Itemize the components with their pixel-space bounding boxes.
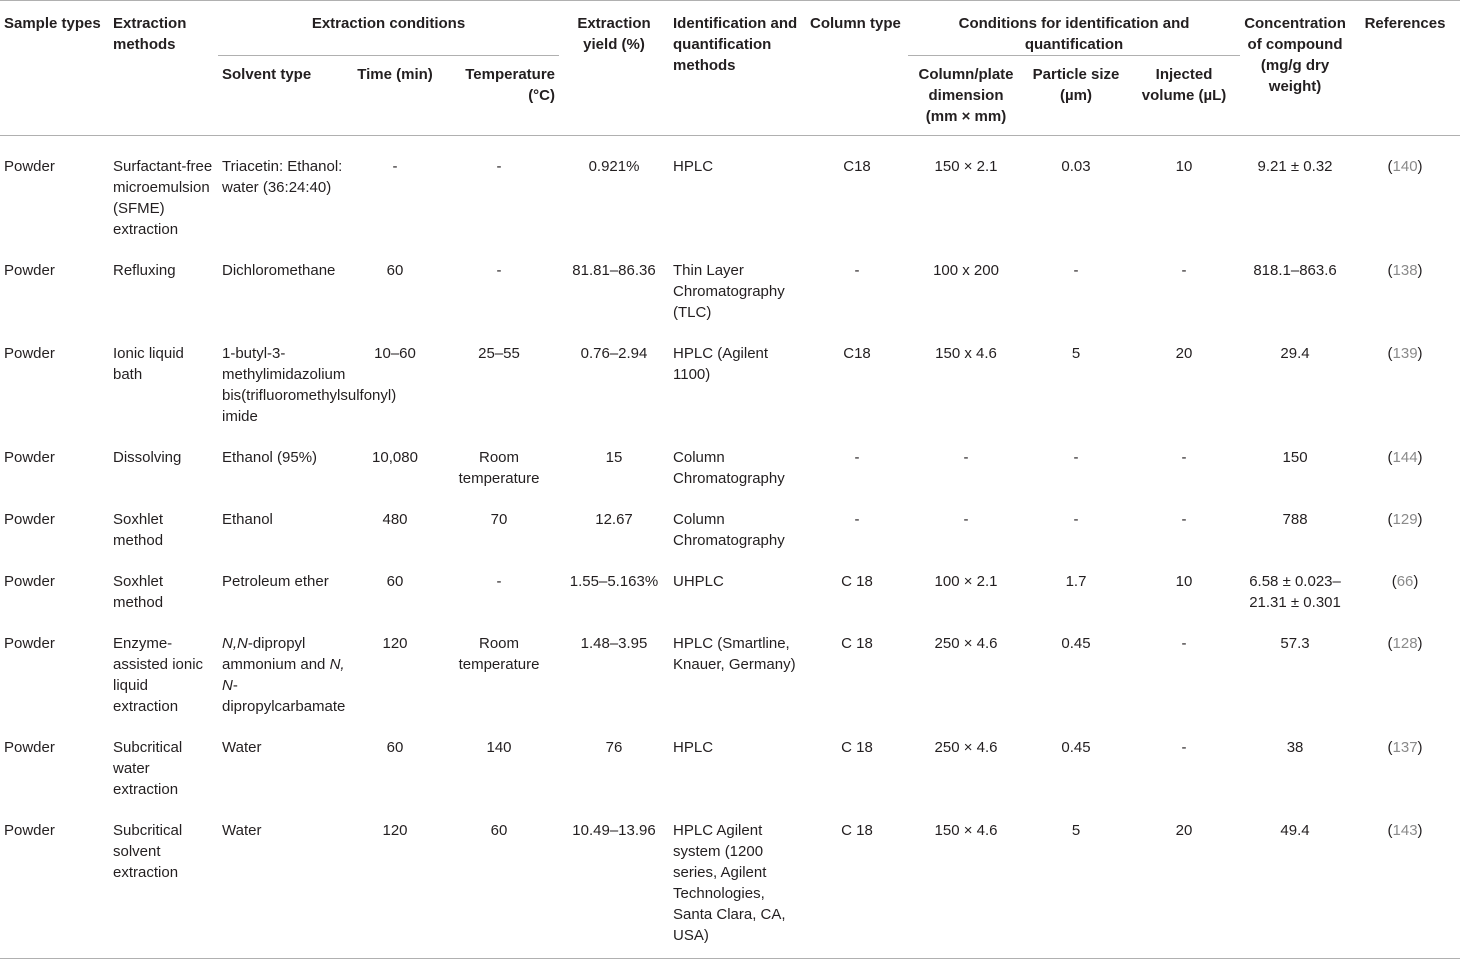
cell-yield: 1.48–3.95 (580, 635, 648, 652)
cell-temperature: Room temperature (458, 449, 540, 487)
cell-method: Ionic liquid bath (113, 345, 184, 383)
cell-column-type: C 18 (841, 822, 873, 839)
cell-column-type: - (854, 262, 860, 279)
cell-concentration: 57.3 (1280, 635, 1310, 652)
cell-solvent (218, 613, 351, 717)
cell-injected-volume: - (1181, 739, 1187, 756)
cell-identification: UHPLC (673, 573, 724, 590)
cell-particle-size: 5 (1071, 345, 1081, 362)
cell-dimension: 150 x 4.6 (935, 345, 997, 362)
cell-column-type: C 18 (841, 635, 873, 652)
cell-sample: Powder (4, 345, 55, 362)
cell-injected-volume: - (1181, 635, 1187, 652)
cell-temperature: 60 (490, 822, 508, 839)
cell-injected-volume: 20 (1175, 345, 1193, 362)
cell-particle-size: 5 (1071, 822, 1081, 839)
cell-identification: HPLC (673, 739, 714, 756)
cell-yield: 81.81–86.36 (572, 262, 656, 279)
reference-link[interactable]: 128 (1392, 635, 1418, 652)
cell-temperature: - (496, 262, 502, 279)
cell-yield: 10.49–13.96 (572, 822, 656, 839)
header-conditions-identification: Conditions for identification and quantification (908, 1, 1240, 56)
cell-reference: (128) (1387, 635, 1423, 652)
cell-column-type: C18 (843, 345, 871, 362)
cell-column-type: - (854, 511, 860, 528)
cell-concentration: 9.21 ± 0.32 (1257, 158, 1333, 175)
cell-reference: (144) (1387, 449, 1423, 466)
cell-time: 10–60 (374, 345, 416, 362)
cell-method: Soxhlet method (113, 573, 164, 611)
header-temperature: Temperature (°C) (465, 66, 556, 104)
header-references: References (1350, 1, 1460, 136)
cell-temperature: - (496, 573, 502, 590)
cell-particle-size: - (1073, 511, 1079, 528)
header-identification-methods: Identification and quantification methods (669, 1, 806, 136)
header-extraction-conditions: Extraction conditions (218, 1, 559, 56)
cell-reference: (140) (1387, 158, 1423, 175)
cell-identification: HPLC (Agilent 1100) (673, 345, 769, 383)
cell-sample: Powder (4, 449, 55, 466)
table-row (0, 427, 1460, 489)
cell-particle-size: 0.45 (1061, 739, 1091, 756)
cell-reference: (138) (1387, 262, 1423, 279)
cell-sample: Powder (4, 158, 55, 175)
cell-injected-volume: 20 (1175, 822, 1193, 839)
cell-concentration: 788 (1282, 511, 1308, 528)
cell-method: Refluxing (113, 262, 176, 279)
cell-reference: (143) (1387, 822, 1423, 839)
cell-solvent: Ethanol (222, 511, 273, 528)
cell-dimension: 150 × 4.6 (934, 822, 998, 839)
cell-particle-size: 0.03 (1061, 158, 1091, 175)
reference-link[interactable]: 140 (1392, 158, 1418, 175)
header-concentration: Concentration of compound (mg/g dry weight) (1240, 1, 1350, 136)
table-row (0, 323, 1460, 427)
cell-dimension: - (963, 449, 969, 466)
cell-identification: Column Chromatography (673, 449, 785, 487)
cell-dimension: - (963, 511, 969, 528)
cell-method: Dissolving (113, 449, 182, 466)
header-injected-volume: Injected volume (µL) (1141, 66, 1227, 104)
cell-column-type: - (854, 449, 860, 466)
table-row (0, 551, 1460, 613)
cell-yield: 15 (605, 449, 623, 466)
cell-sample: Powder (4, 822, 55, 839)
cell-column-type: C18 (843, 158, 871, 175)
table-row (0, 800, 1460, 959)
cell-dimension: 250 × 4.6 (934, 635, 998, 652)
cell-solvent: Ethanol (95%) (222, 449, 318, 466)
cell-reference: (139) (1387, 345, 1423, 362)
cell-time: 60 (386, 262, 404, 279)
cell-dimension: 150 × 2.1 (934, 158, 998, 175)
cell-method: Surfactant-free microemulsion (SFME) extraction (113, 158, 213, 238)
cell-concentration: 6.58 ± 0.023–21.31 ± 0.301 (1249, 573, 1341, 611)
cell-method: Soxhlet method (113, 511, 164, 549)
cell-identification: Thin Layer Chromatography (TLC) (673, 262, 785, 321)
reference-link[interactable]: 138 (1392, 262, 1418, 279)
cell-sample: Powder (4, 739, 55, 756)
cell-concentration: 49.4 (1280, 822, 1310, 839)
cell-yield: 0.76–2.94 (580, 345, 648, 362)
cell-time: 480 (382, 511, 408, 528)
cell-particle-size: - (1073, 449, 1079, 466)
cell-particle-size: 1.7 (1065, 573, 1087, 590)
table-row (0, 717, 1460, 800)
cell-solvent: Water (222, 739, 262, 756)
reference-link[interactable]: 137 (1392, 739, 1418, 756)
solvent-text-1: -dipropyl ammonium and (222, 635, 330, 673)
cell-yield: 12.67 (595, 511, 633, 528)
header-column-dimension: Column/plate dimension (mm × mm) (918, 66, 1014, 125)
cell-injected-volume: - (1181, 511, 1187, 528)
cell-particle-size: - (1073, 262, 1079, 279)
header-sample-types: Sample types (0, 1, 109, 136)
cell-yield: 1.55–5.163% (569, 573, 659, 590)
cell-method: Enzyme-assisted ionic liquid extraction (113, 635, 204, 715)
cell-concentration: 818.1–863.6 (1253, 262, 1337, 279)
cell-time: 120 (382, 635, 408, 652)
cell-sample: Powder (4, 573, 55, 590)
header-time: Time (min) (357, 66, 433, 83)
cell-time: 60 (386, 573, 404, 590)
cell-injected-volume: 10 (1175, 158, 1193, 175)
header-column-type: Column type (806, 1, 908, 136)
cell-column-type: C 18 (841, 573, 873, 590)
cell-yield: 0.921% (588, 158, 640, 175)
cell-solvent: Dichloromethane (222, 262, 336, 279)
cell-column-type: C 18 (841, 739, 873, 756)
header-extraction-yield: Extraction yield (%) (559, 1, 669, 136)
cell-solvent: 1-butyl-3-methylimidazolium bis(trifluoromethylsulfonyl) imide (222, 345, 397, 425)
cell-method: Subcritical solvent extraction (113, 822, 183, 881)
reference-link[interactable]: 143 (1392, 822, 1418, 839)
cell-identification: HPLC (673, 158, 714, 175)
cell-temperature: 140 (486, 739, 512, 756)
cell-solvent: Triacetin: Ethanol: water (36:24:40) (222, 158, 343, 196)
cell-reference: (66) (1391, 573, 1419, 590)
cell-yield: 76 (605, 739, 623, 756)
cell-sample: Powder (4, 262, 55, 279)
table-row (0, 613, 1460, 717)
cell-particle-size: 0.45 (1061, 635, 1091, 652)
cell-solvent: Water (222, 822, 262, 839)
cell-time: 60 (386, 739, 404, 756)
cell-sample: Powder (4, 511, 55, 528)
cell-time: 120 (382, 822, 408, 839)
cell-temperature: - (496, 158, 502, 175)
solvent-italic-1: N,N (222, 635, 248, 652)
cell-temperature: 25–55 (478, 345, 520, 362)
cell-concentration: 38 (1286, 739, 1304, 756)
table-row (0, 489, 1460, 551)
reference-link[interactable]: 66 (1396, 573, 1414, 590)
cell-injected-volume: 10 (1175, 573, 1193, 590)
cell-concentration: 29.4 (1280, 345, 1310, 362)
cell-temperature: Room temperature (458, 635, 540, 673)
cell-method: Subcritical water extraction (113, 739, 183, 798)
reference-link[interactable]: 144 (1392, 449, 1418, 466)
cell-injected-volume: - (1181, 262, 1187, 279)
solvent-text-2: -dipropylcarbamate (222, 677, 346, 715)
cell-dimension: 100 × 2.1 (934, 573, 998, 590)
header-particle-size: Particle size (µm) (1032, 66, 1120, 104)
reference-link[interactable]: 129 (1392, 511, 1418, 528)
table-row (0, 240, 1460, 323)
cell-reference: (137) (1387, 739, 1423, 756)
cell-solvent: Petroleum ether (222, 573, 329, 590)
cell-temperature: 70 (490, 511, 508, 528)
table-row (0, 136, 1460, 241)
cell-injected-volume: - (1181, 449, 1187, 466)
cell-time: 10,080 (372, 449, 418, 466)
cell-identification: Column Chromatography (673, 511, 785, 549)
cell-dimension: 100 x 200 (933, 262, 999, 279)
header-solvent-type: Solvent type (222, 66, 312, 83)
cell-identification: HPLC Agilent system (1200 series, Agilent Technologies, Santa Clara, CA, USA) (673, 822, 786, 944)
cell-reference: (129) (1387, 511, 1423, 528)
cell-sample: Powder (4, 635, 55, 652)
reference-link[interactable]: 139 (1392, 345, 1418, 362)
cell-dimension: 250 × 4.6 (934, 739, 998, 756)
cell-identification: HPLC (Smartline, Knauer, Germany) (673, 635, 796, 673)
solvent-italic-2: N, N (222, 656, 345, 694)
cell-time: - (392, 158, 398, 175)
cell-concentration: 150 (1282, 449, 1308, 466)
header-extraction-methods: Extraction methods (109, 1, 218, 136)
